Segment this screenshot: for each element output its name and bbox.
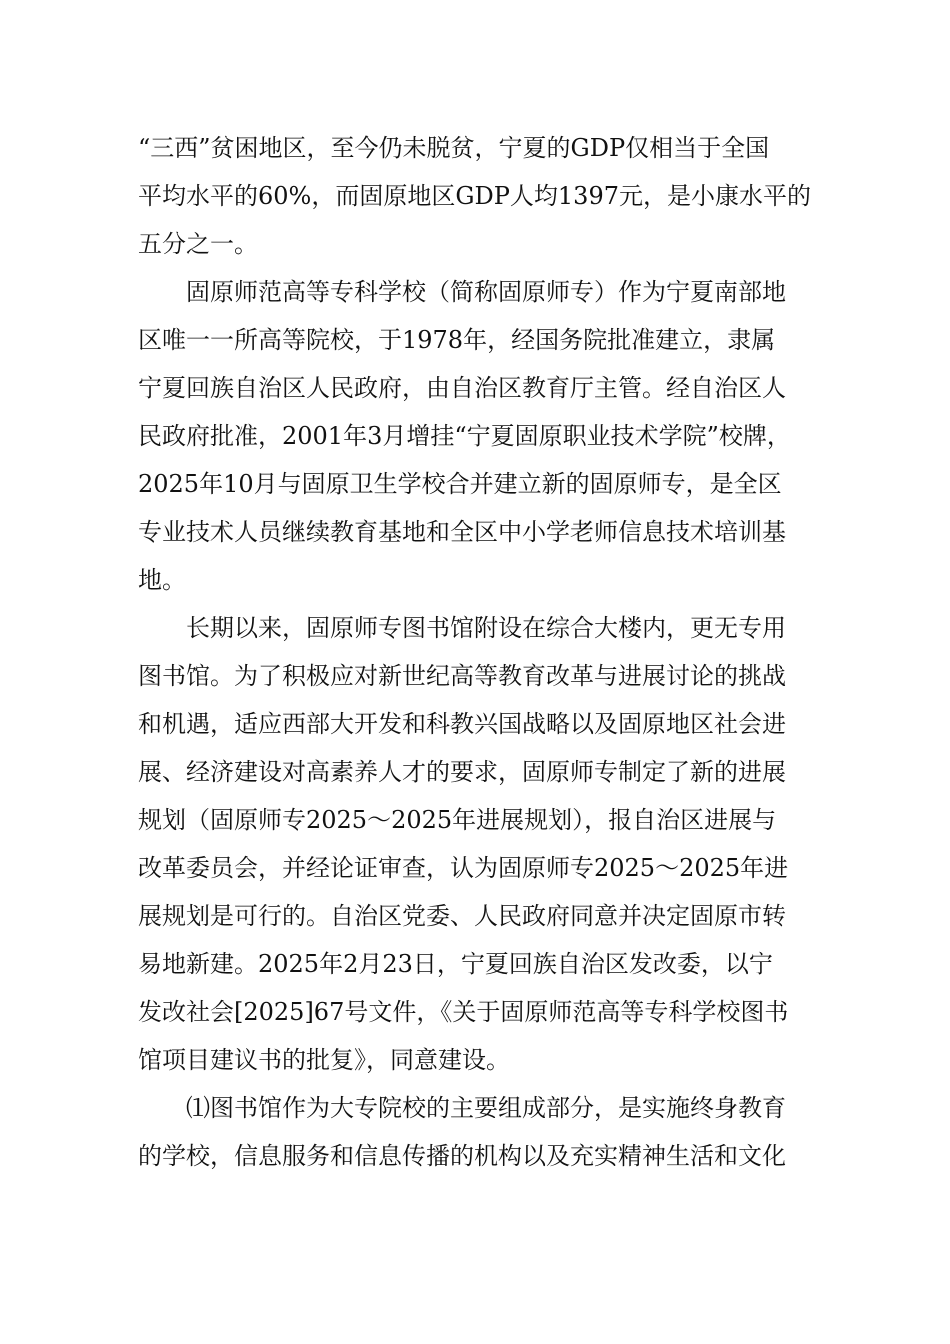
text-line: 平均水平的60%，而固原地区GDP人均1397元，是小康水平的 [138,182,811,210]
text-line: 长期以来，固原师专图书馆附设在综合大楼内，更无专用 [186,614,786,642]
text-line: 地。 [138,566,186,594]
text-line: ⑴图书馆作为大专院校的主要组成部分，是实施终身教育 [186,1094,786,1122]
text-line: 宁夏回族自治区人民政府，由自治区教育厅主管。经自治区人 [138,374,786,402]
text-line: 区唯一一所高等院校，于1978年，经国务院批准建立，隶属 [138,326,776,354]
paragraph-library-background [138,604,838,1084]
text-line: 2025年10月与固原卫生学校合并建立新的固原师专，是全区 [138,470,782,498]
text-line: 图书馆。为了积极应对新世纪高等教育改革与进展讨论的挑战 [138,662,786,690]
text-line: 专业技术人员继续教育基地和全区中小学老师信息技术培训基 [138,518,786,546]
text-line: 的学校，信息服务和信息传播的机构以及充实精神生活和文化 [138,1142,786,1170]
text-line: 发改社会[2025]67号文件，《关于固原师范高等专科学校图书 [138,998,789,1026]
text-line: 馆项目建议书的批复》，同意建设。 [138,1046,510,1074]
text-line: 五分之一。 [138,230,258,258]
text-line: 易地新建。2025年2月23日，宁夏回族自治区发改委，以宁 [138,950,773,978]
text-line: 展、经济建设对高素养人才的要求，固原师专制定了新的进展 [138,758,786,786]
text-line: 改革委员会，并经论证审查，认为固原师专2025～2025年进 [138,854,789,882]
text-line: 固原师范高等专科学校（简称固原师专）作为宁夏南部地 [186,278,786,306]
text-line: 民政府批准，2001年3月增挂“宁夏固原职业技术学院”校牌， [138,422,791,450]
document-body [138,124,838,1180]
text-line: 规划（固原师专2025～2025年进展规划），报自治区进展与 [138,806,777,834]
paragraph-poverty-context [138,124,838,268]
text-line: 展规划是可行的。自治区党委、人民政府同意并决定固原市转 [138,902,786,930]
text-line: 和机遇，适应西部大开发和科教兴国战略以及固原地区社会进 [138,710,786,738]
text-line: “三西”贫困地区，至今仍未脱贫，宁夏的GDP仅相当于全国 [138,134,770,162]
paragraph-school-introduction [138,268,838,604]
paragraph-library-role [138,1084,838,1180]
